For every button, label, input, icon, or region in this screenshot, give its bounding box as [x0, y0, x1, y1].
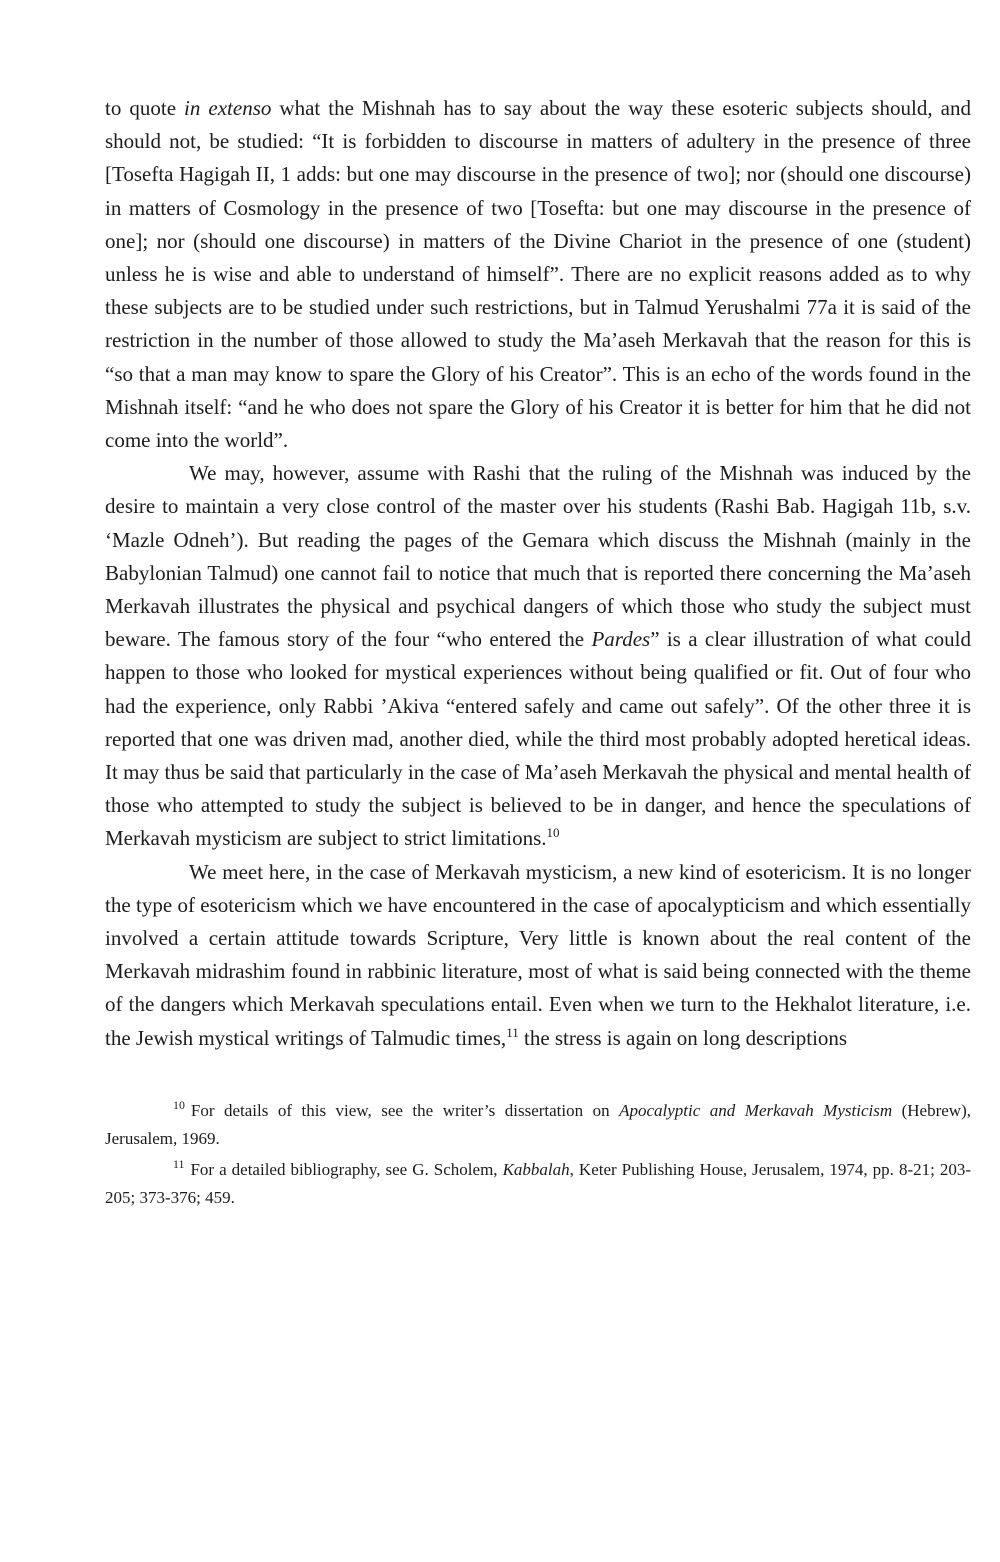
body-text — [105, 92, 971, 1055]
footnote-text — [105, 1101, 971, 1148]
text-run: For a detailed bibliography, see G. Scholem, — [190, 1159, 503, 1179]
italic-text: Apocalyptic and Merkavah Mysticism — [619, 1100, 893, 1120]
text-run: ” is a clear illustration of what could happen to those who looked for mystical experiences without being qualified or fit. Out of four who had the experience, only Rabbi ’Akiva “entered safely and came out safely”. Of the other three it is reported that one was driven mad, another died, while the third most probably adopted heretical ideas. It may thus be said that particularly in the case of Ma’aseh Merkavah the physical and mental health of those who attempted to study the subject is believed to be in danger, and hence the speculations of Merkavah mysticism are subject to strict limitations. — [105, 627, 971, 851]
footnote-number: 11 — [173, 1157, 185, 1172]
text-run: the stress is again on long descriptions — [518, 1025, 848, 1050]
footnote-number: 10 — [173, 1098, 185, 1113]
text-run: , Keter Publishing House, Jerusalem, 1974, pp. 8-21; 203-205; 373-376; 459. — [105, 1159, 972, 1207]
italic-text: in extenso — [184, 96, 272, 120]
text-run: We meet here, in the case of Merkavah mysticism, a new kind of esotericism. It is no longer the type of esotericism which we have encountered in the case of apocalypticism and which essentially involved a certain attitude towards Scripture, Very little is known about the real content of the Merkavah midrashim found in rabbinic literature, most of what is said being connected with the theme of the dangers which Merkavah speculations entail. Even when we turn to the Hekhalot literature, i.e. the Jewish mystical writings of Talmudic times, — [105, 859, 971, 1050]
footnote-11 — [105, 1156, 971, 1212]
text-run: to quote — [105, 96, 185, 120]
paragraph-2 — [105, 457, 971, 855]
footnote-ref: 11 — [506, 1024, 519, 1040]
text-run: We may, however, assume with Rashi that the ruling of the Mishnah was induced by the desire to maintain a very close control of the master over his students (Rashi Bab. Hagigah 11b, s.v. ‘Mazle Odneh’). But reading the pages of the Gemara which discuss the Mishnah (mainly in the Babylonian Talmud) one cannot fail to notice that much that is reported there concerning the Ma’aseh Merkavah illustrates the physical and psychical dangers of which those who study the subject must beware. The famous story of the four “who entered the — [105, 461, 971, 652]
page — [105, 92, 971, 1215]
footnote-10 — [105, 1097, 971, 1153]
italic-text: Pardes — [591, 627, 651, 652]
text-run: For details of this view, see the writer’s dissertation on — [190, 1100, 620, 1120]
footnote-text — [105, 1160, 971, 1207]
paragraph-3 — [105, 856, 971, 1055]
paragraph-1 — [105, 92, 971, 457]
text-run: (Hebrew), Jerusalem, 1969. — [105, 1100, 971, 1148]
footnote-ref: 10 — [546, 825, 560, 841]
italic-text: Kabbalah — [502, 1159, 570, 1179]
text-run: what the Mishnah has to say about the way these esoteric subjects should, and should not, be studied: “It is forbidden to discourse in matters of adultery in the presence of three [Tosefta Hagigah II, 1 adds: but one may discourse in the presence of two]; nor (should one discourse) in matters of Cosmology in the presence of two [Tosefta: but one may discourse in the presence of one]; nor (should one discourse) in matters of the Divine Chariot in the presence of one (student) unless he is wise and able to understand of himself”. There are no explicit reasons added as to why these subjects are to be studied under such restrictions, but in Talmud Yerushalmi 77a it is said of the restriction in the number of those allowed to study the Ma’aseh Merkavah that the reason for this is “so that a man may know to spare the Glory of his Creator”. This is an echo of the words found in the Mishnah itself: “and he who does not spare the Glory of his Creator it is better for him that he did not come into the world”. — [105, 96, 971, 453]
footnotes — [105, 1097, 971, 1212]
